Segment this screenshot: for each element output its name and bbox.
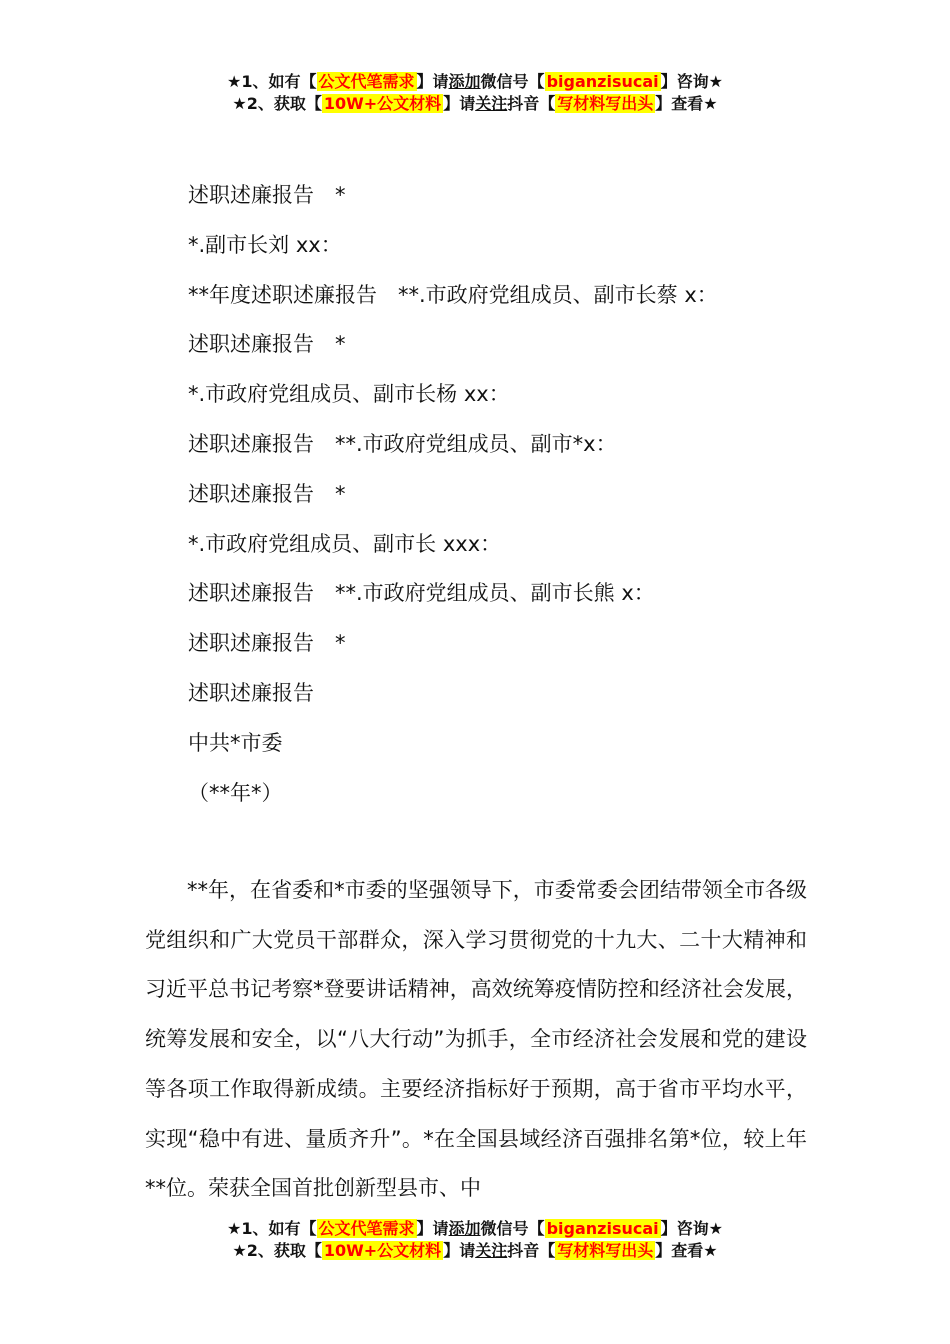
author-line: 中共*市委 bbox=[188, 730, 283, 755]
banner-text: ★1、如有【 bbox=[227, 1219, 317, 1238]
body-paragraph: **年，在省委和*市委的坚强领导下，市委常委会团结带领全市各级党组织和广大党员干部群众，深入学习贯彻党的十九大、二十大精神和习近平总书记考察*登要讲话精神，高效统筹疫情防控和经济社会发展，统筹发展和安全，以“八大行动”为抓手，全市经济社会发展和党的建设等各项工作取得新成绩。主要经济指标好于预期，高于省市平均水平，实现“稳中有进、量质齐升”。*在全国县域经济百强排名第*位，较上年**位。荣获全国首批创新型县市、中 bbox=[145, 878, 807, 1201]
banner-highlight: 10W+公文材料 bbox=[323, 94, 442, 113]
banner-text: 】请 bbox=[443, 1241, 476, 1260]
banner-text: ★2、获取【 bbox=[232, 94, 322, 113]
toc-entry: 述职述廉报告 bbox=[188, 680, 314, 705]
banner-text: 】请 bbox=[443, 94, 476, 113]
year-line: （**年*） bbox=[188, 780, 283, 805]
banner-highlight: 公文代笔需求 bbox=[318, 72, 415, 91]
banner-text: 】咨询★ bbox=[660, 1219, 723, 1238]
banner-text: 】查看★ bbox=[655, 1241, 718, 1260]
toc-entry: *.市政府党组成员、副市长 xxx： bbox=[188, 531, 502, 556]
banner-text: 微信号【 bbox=[480, 1219, 545, 1238]
toc-entry: 述职述廉报告 * bbox=[188, 332, 346, 357]
toc-entry: 述职述廉报告 **.市政府党组成员、副市*x： bbox=[188, 431, 617, 456]
banner-line-2 bbox=[0, 1240, 950, 1262]
toc-entry: 述职述廉报告 **.市政府党组成员、副市长熊 x： bbox=[188, 581, 655, 606]
banner-line-1 bbox=[0, 1218, 950, 1240]
banner-text: 微信号【 bbox=[480, 72, 545, 91]
banner-underline: 添加 bbox=[448, 72, 481, 91]
banner-highlight: 公文代笔需求 bbox=[318, 1219, 415, 1238]
table-of-contents bbox=[188, 171, 828, 818]
banner-text: ★2、获取【 bbox=[232, 1241, 322, 1260]
toc-entry: *.市政府党组成员、副市长杨 xx： bbox=[188, 382, 510, 407]
banner-text: 】请 bbox=[416, 1219, 449, 1238]
banner-text: 】咨询★ bbox=[660, 72, 723, 91]
banner-text: 】请 bbox=[416, 72, 449, 91]
toc-entry: 述职述廉报告 * bbox=[188, 631, 346, 656]
banner-text: 抖音【 bbox=[507, 94, 556, 113]
banner-text: ★1、如有【 bbox=[227, 72, 317, 91]
bottom-banner bbox=[0, 1218, 950, 1262]
toc-entry: 述职述廉报告 * bbox=[188, 183, 346, 207]
banner-underline: 添加 bbox=[448, 1219, 481, 1238]
banner-wechat-id: biganzisucai bbox=[546, 72, 659, 91]
toc-entry: *.副市长刘 xx： bbox=[188, 232, 342, 257]
banner-line-2 bbox=[0, 93, 950, 115]
banner-douyin-id: 写材料写出头 bbox=[557, 1241, 654, 1260]
banner-text: 抖音【 bbox=[507, 1241, 556, 1260]
banner-text: 】查看★ bbox=[655, 94, 718, 113]
top-banner bbox=[0, 71, 950, 115]
report-body bbox=[145, 866, 807, 1214]
banner-douyin-id: 写材料写出头 bbox=[557, 94, 654, 113]
banner-line-1 bbox=[0, 71, 950, 93]
banner-underline: 关注 bbox=[475, 1241, 508, 1260]
banner-highlight: 10W+公文材料 bbox=[323, 1241, 442, 1260]
banner-underline: 关注 bbox=[475, 94, 508, 113]
toc-entry: **年度述职述廉报告 **.市政府党组成员、副市长蔡 x： bbox=[188, 282, 718, 307]
toc-entry: 述职述廉报告 * bbox=[188, 481, 346, 506]
banner-wechat-id: biganzisucai bbox=[546, 1219, 659, 1238]
